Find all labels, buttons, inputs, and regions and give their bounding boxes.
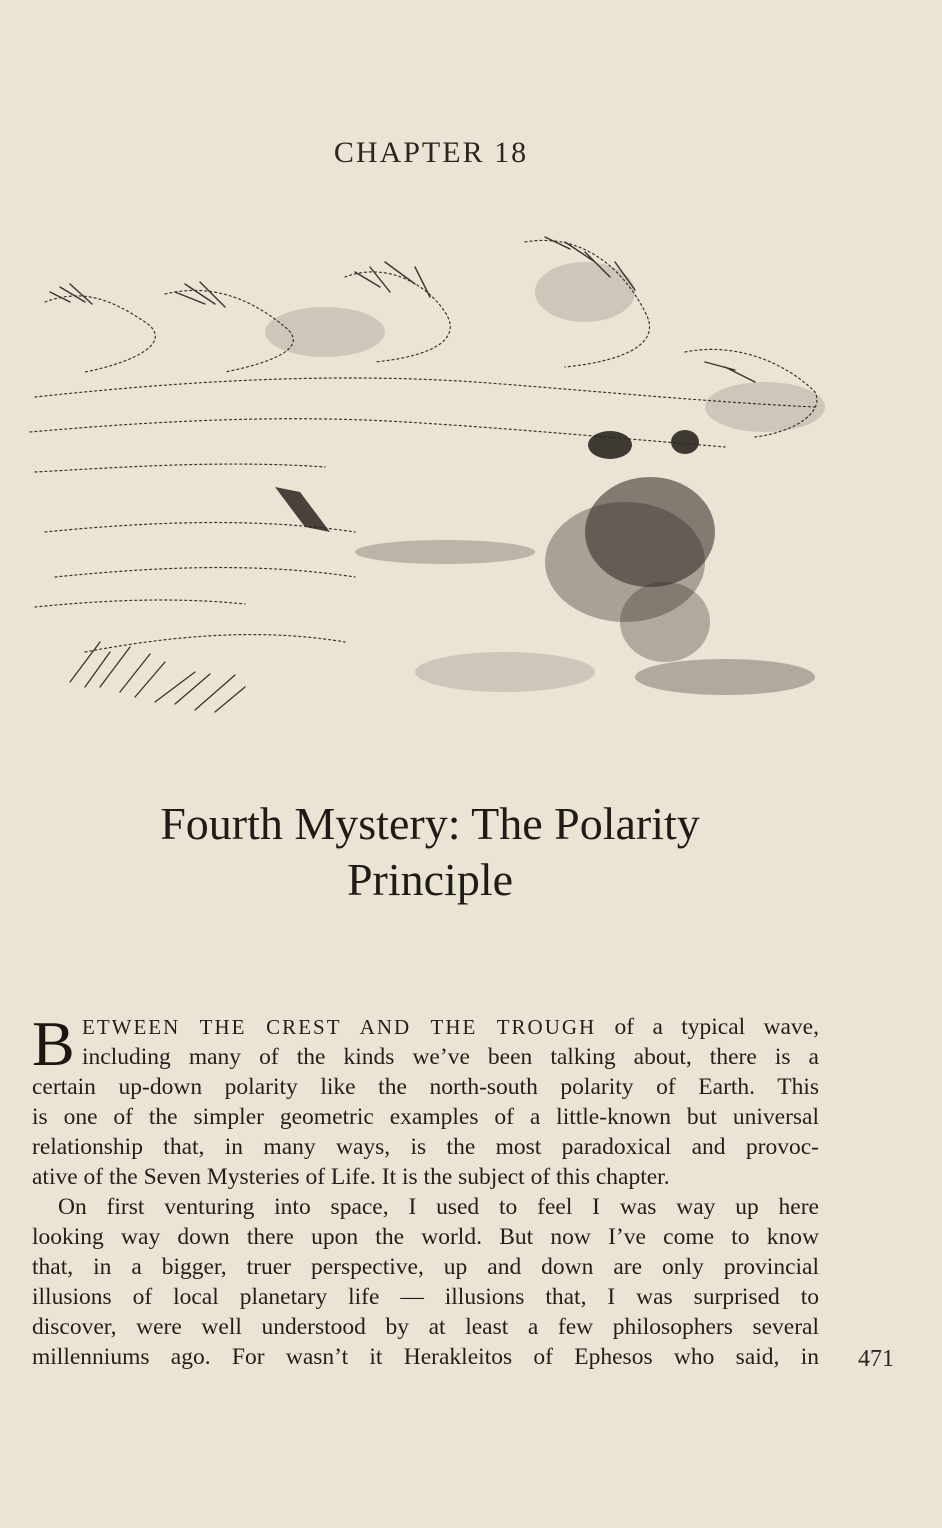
body-line: that, in a bigger, truer perspective, up and down are only provincial (32, 1254, 819, 1280)
opening-small-caps: ETWEEN THE CREST AND THE TROUGH (82, 1015, 597, 1039)
drop-cap: B (32, 1008, 75, 1079)
chapter-label: CHAPTER 18 (333, 136, 529, 169)
body-line: certain up-down polarity like the north-south polarity of Earth. This (32, 1074, 819, 1100)
wave-illustration (25, 232, 835, 752)
body-line: relationship that, in many ways, is the most paradoxical and provoc- (32, 1134, 819, 1160)
chapter-title (60, 796, 800, 908)
chapter-title-line2: Principle (346, 854, 514, 905)
body-line: ative of the Seven Mysteries of Life. It is the subject of this chapter. (32, 1164, 670, 1190)
chapter-title-line1: Fourth Mystery: The Polarity (160, 798, 700, 849)
body-line: discover, were well understood by at least a few philosophers several (32, 1314, 819, 1340)
body-line: including many of the kinds we’ve been talking about, there is a (82, 1044, 819, 1070)
opening-line-rest: of a typical wave, (596, 1014, 819, 1040)
body-text (32, 1008, 819, 1372)
page-number: 471 (858, 1346, 894, 1372)
body-line: looking way down there upon the world. But now I’ve come to know (32, 1224, 819, 1250)
body-line: illusions of local planetary life — illusions that, I was surprised to (32, 1284, 819, 1310)
body-line: is one of the simpler geometric examples of a little-known but universal (32, 1104, 819, 1130)
body-line: millenniums ago. For wasn’t it Herakleitos of Ephesos who said, in (32, 1344, 819, 1370)
body-line: On first venturing into space, I used to feel I was way up here (58, 1194, 819, 1220)
